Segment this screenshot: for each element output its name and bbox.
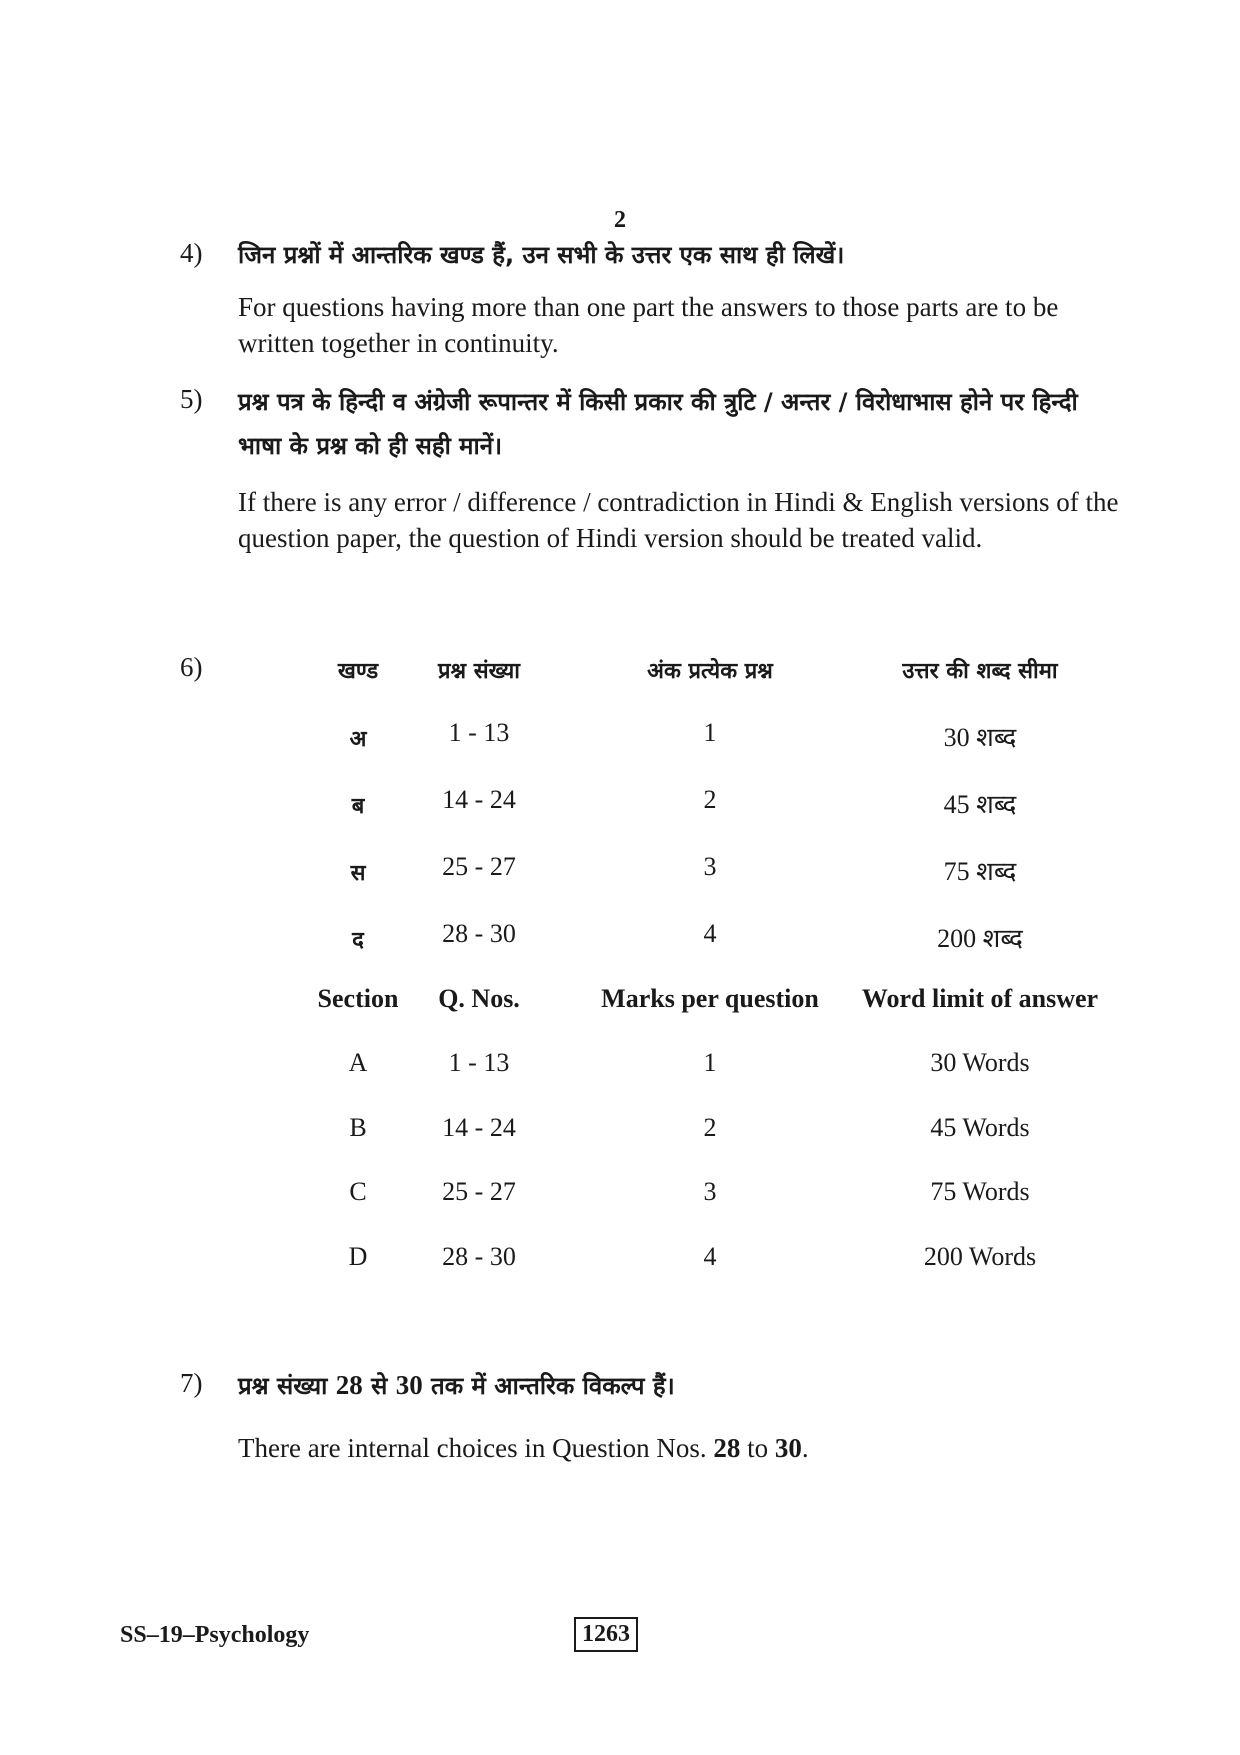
hindi-header-section: खण्ड [337, 659, 379, 684]
hindi-header-word-limit: उत्तर की शब्द सीमा [902, 659, 1058, 684]
english-row-1-section: A [348, 1048, 368, 1077]
english-header-qnos: Q. Nos. [438, 984, 520, 1013]
english-header-section: Section [317, 984, 399, 1013]
item-6-number: 6) [180, 652, 203, 682]
english-row-1-word-limit: 30 Words [930, 1048, 1030, 1077]
item-7-english-post: . [801, 1433, 809, 1463]
item-5-hindi: प्रश्न पत्र के हिन्दी व अंग्रेजी रूपान्तर में किसी प्रकार की त्रुटि / अन्तर / विरोधाभास होने पर हिन्दी भाषा के प्रश्न को ही सही मानें। [238, 388, 1078, 460]
english-row-2-qnos: 14 - 24 [442, 1113, 516, 1142]
item-4-hindi: जिन प्रश्नों में आन्तरिक खण्ड हैं, उन सभी के उत्तर एक साथ ही लिखें। [238, 241, 845, 269]
item-7-number: 7) [180, 1368, 203, 1398]
english-row-2-marks: 2 [703, 1113, 717, 1142]
item-4-english: For questions having more than one part the answers to those parts are to be written together in continuity. [238, 292, 1059, 358]
hindi-row-4-qnos: 28 - 30 [442, 919, 516, 948]
english-row-4-marks: 4 [703, 1242, 717, 1271]
english-row-4-word-limit: 200 Words [923, 1242, 1037, 1271]
page-number: 2 [614, 207, 626, 233]
hindi-row-3-section: स [350, 861, 366, 886]
english-row-3-marks: 3 [703, 1177, 717, 1206]
hindi-row-2-marks: 2 [703, 785, 717, 814]
hindi-row-2-word-limit: 45 शब्द [943, 790, 1017, 819]
hindi-row-1-word-limit: 30 शब्द [943, 723, 1017, 752]
hindi-row-4-section: द [352, 928, 364, 953]
english-row-2-section: B [349, 1113, 367, 1142]
item-7-english-mid: to [740, 1433, 775, 1463]
item-7-hindi-q2: 30 [395, 1370, 423, 1400]
item-5-number: 5) [180, 384, 203, 414]
english-header-marks: Marks per question [601, 984, 819, 1013]
english-row-3-word-limit: 75 Words [930, 1177, 1030, 1206]
hindi-row-2-section: ब [351, 794, 365, 819]
english-row-1-marks: 1 [703, 1048, 717, 1077]
item-7-hindi-q1: 28 [335, 1370, 363, 1400]
footer-paper-code: SS–19–Psychology [120, 1622, 310, 1648]
hindi-header-marks: अंक प्रत्येक प्रश्न [647, 659, 773, 684]
english-row-1-qnos: 1 - 13 [448, 1048, 510, 1077]
english-row-3-section: C [349, 1177, 367, 1206]
footer-page-code: 1263 [574, 1617, 638, 1652]
item-7-hindi-post: तक में आन्तरिक विकल्प हैं। [422, 1372, 675, 1400]
english-row-4-qnos: 28 - 30 [442, 1242, 516, 1271]
hindi-row-3-word-limit: 75 शब्द [943, 857, 1017, 886]
english-header-word-limit: Word limit of answer [861, 984, 1099, 1013]
item-7-hindi-pre: प्रश्न संख्या [238, 1372, 336, 1400]
english-row-3-qnos: 25 - 27 [442, 1177, 516, 1206]
item-7-hindi [238, 1366, 1128, 1405]
english-row-2-word-limit: 45 Words [930, 1113, 1030, 1142]
english-row-4-section: D [348, 1242, 368, 1271]
item-7-english-q1: 28 [713, 1433, 741, 1463]
item-7-english-pre: There are internal choices in Question Nos. [238, 1433, 714, 1463]
item-4-number: 4) [180, 238, 203, 268]
item-7-english [238, 1430, 1138, 1466]
item-5-english: If there is any error / difference / contradiction in Hindi & English versions of the question paper, the question of Hindi version should be treated valid. [238, 487, 1119, 553]
item-7-english-q2: 30 [774, 1433, 802, 1463]
hindi-row-1-qnos: 1 - 13 [448, 718, 510, 747]
item-7-hindi-mid: से [362, 1372, 396, 1400]
hindi-row-1-section: अ [349, 727, 367, 752]
hindi-row-1-marks: 1 [703, 718, 717, 747]
hindi-row-3-marks: 3 [703, 852, 717, 881]
hindi-header-qnos: प्रश्न संख्या [438, 659, 520, 684]
hindi-row-4-word-limit: 200 शब्द [937, 924, 1023, 953]
hindi-row-4-marks: 4 [703, 919, 717, 948]
hindi-row-2-qnos: 14 - 24 [442, 785, 516, 814]
hindi-row-3-qnos: 25 - 27 [442, 852, 516, 881]
